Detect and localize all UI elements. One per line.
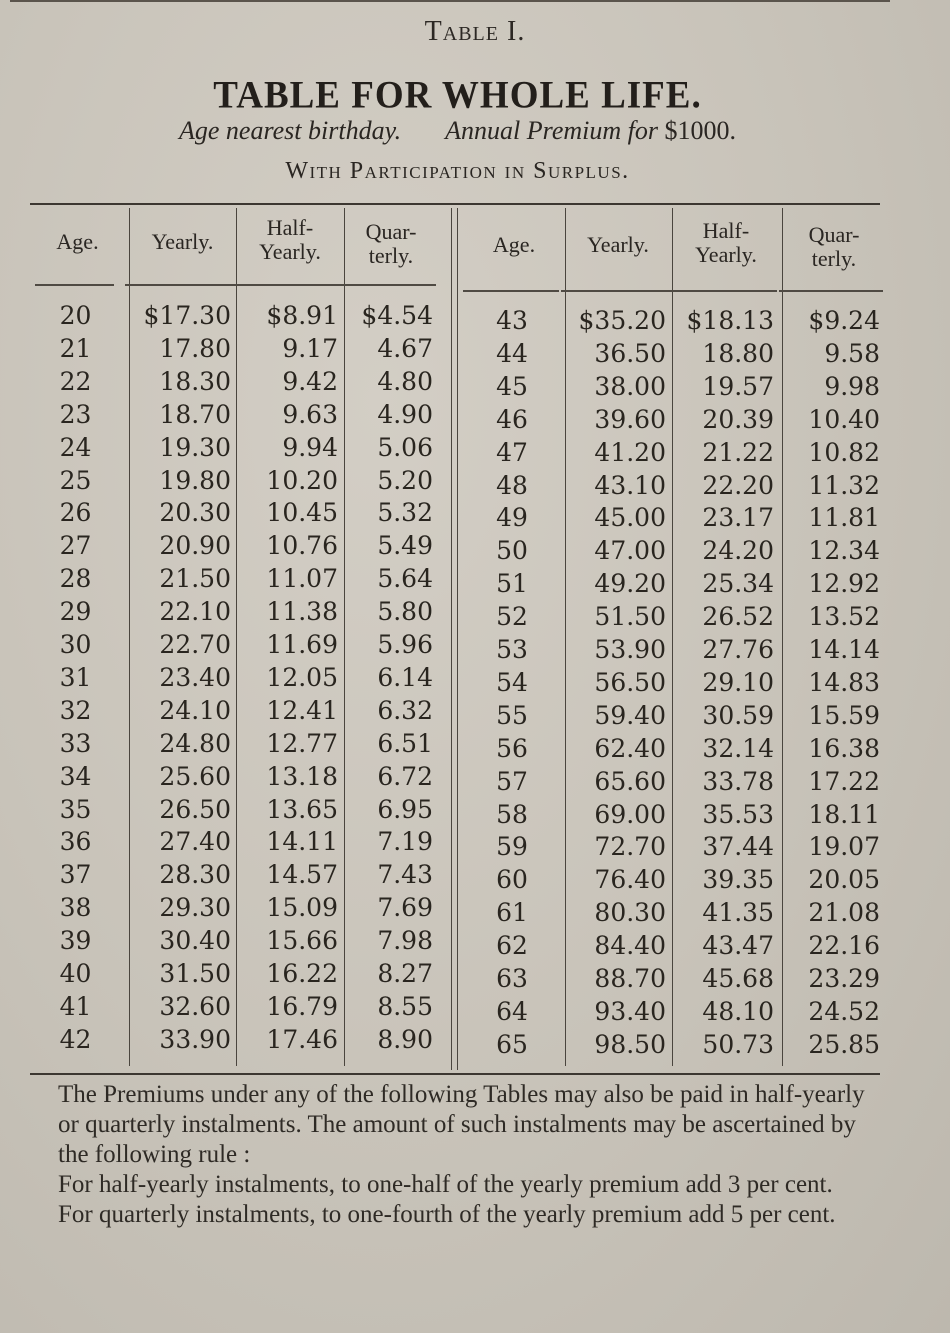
cell-age: 46 <box>496 404 528 434</box>
cell-yearly: 47.00 <box>594 536 666 566</box>
cell-quarterly: 5.64 <box>377 564 433 594</box>
cell-half-yearly: 9.94 <box>282 432 338 462</box>
cell-yearly: 18.30 <box>159 366 231 396</box>
subtitle-amount: $1000. <box>664 116 736 145</box>
cell-half-yearly: 43.47 <box>702 931 774 961</box>
cell-age: 26 <box>59 498 92 528</box>
cell-half-yearly: 11.38 <box>266 597 338 627</box>
cell-yearly: 53.90 <box>594 635 666 664</box>
cell-age: 44 <box>496 338 528 368</box>
header-quarterly-text: Quar- <box>808 222 860 247</box>
cell-quarterly: 5.49 <box>377 531 433 561</box>
cell-age: 53 <box>496 635 528 664</box>
cell-age: 48 <box>496 470 528 500</box>
cell-yearly: 23.40 <box>159 662 231 692</box>
cell-quarterly: 7.98 <box>377 926 433 956</box>
cell-yearly: 80.30 <box>594 898 666 928</box>
cell-age: 21 <box>59 333 92 363</box>
cell-age: 49 <box>496 503 528 533</box>
header-half-yearly-text: Yearly. <box>259 239 321 264</box>
cell-age: 52 <box>496 602 528 632</box>
cell-age: 59 <box>496 832 528 862</box>
cell-yearly: 62.40 <box>594 733 666 763</box>
cell-age: 41 <box>59 991 92 1021</box>
cell-quarterly: 5.96 <box>377 630 433 659</box>
cell-age: 40 <box>59 959 92 988</box>
cell-half-yearly: 30.59 <box>702 700 774 730</box>
cell-yearly: 22.70 <box>159 630 231 659</box>
cell-half-yearly: 9.63 <box>282 399 338 429</box>
cell-half-yearly: 15.66 <box>266 926 338 956</box>
participation-heading: With Participation in Surplus. <box>285 158 630 184</box>
cell-quarterly: 21.08 <box>808 898 880 928</box>
cell-half-yearly: 14.11 <box>266 827 338 857</box>
cell-quarterly: 8.90 <box>377 1024 433 1054</box>
table-bottom-rule <box>30 1073 880 1075</box>
cell-quarterly: 18.11 <box>808 799 880 829</box>
cell-age: 24 <box>59 432 92 462</box>
cell-age: 33 <box>59 728 92 758</box>
header-yearly <box>566 233 670 257</box>
header-underline <box>669 290 777 292</box>
cell-yearly: 38.00 <box>594 371 666 401</box>
header-yearly-text: Yearly. <box>151 229 214 254</box>
header-quarterly-text: terly. <box>368 243 414 268</box>
cell-half-yearly: 33.78 <box>702 766 774 796</box>
cell-half-yearly: 10.76 <box>266 531 338 561</box>
header-age-text: Age. <box>56 229 99 254</box>
cell-yearly: 93.40 <box>594 996 666 1026</box>
cell-yearly: 98.50 <box>594 1029 666 1059</box>
cell-yearly: 59.40 <box>594 700 666 730</box>
cell-half-yearly: 29.10 <box>702 667 774 697</box>
header-underline <box>125 284 234 286</box>
cell-yearly: 21.50 <box>159 564 231 594</box>
cell-yearly: 65.60 <box>594 766 666 796</box>
cell-half-yearly: 39.35 <box>702 865 774 895</box>
header-quarterly <box>784 223 884 271</box>
header-quarterly-text: Quar- <box>365 219 417 244</box>
cell-age: 50 <box>496 536 528 566</box>
cell-age: 63 <box>496 964 528 993</box>
cell-half-yearly: 45.68 <box>702 964 774 993</box>
cell-quarterly: 4.80 <box>377 366 433 396</box>
cell-quarterly: $9.24 <box>808 306 880 335</box>
cell-quarterly: 14.14 <box>808 635 880 664</box>
cell-age: 60 <box>496 865 528 895</box>
cell-quarterly: 16.38 <box>808 733 880 763</box>
column-divider-line <box>236 208 237 1066</box>
cell-age: 22 <box>59 366 92 396</box>
cell-yearly: 19.80 <box>159 465 231 495</box>
cell-quarterly: 19.07 <box>808 832 880 862</box>
header-underline <box>779 290 883 292</box>
cell-quarterly: $4.54 <box>361 301 433 330</box>
cell-age: 35 <box>59 794 92 824</box>
cell-yearly: $17.30 <box>143 301 231 330</box>
cell-half-yearly: 48.10 <box>702 996 774 1026</box>
cell-yearly: 45.00 <box>594 503 666 533</box>
cell-yearly: 39.60 <box>594 404 666 434</box>
header-age-text: Age. <box>492 232 536 257</box>
top-rule <box>10 0 890 2</box>
cell-quarterly: 7.43 <box>377 860 433 890</box>
cell-quarterly: 7.19 <box>377 827 433 857</box>
cell-age: 54 <box>496 667 528 697</box>
cell-age: 38 <box>59 893 92 923</box>
cell-yearly: 56.50 <box>594 667 666 697</box>
cell-yearly: 76.40 <box>594 865 666 895</box>
cell-half-yearly: 37.44 <box>702 832 774 862</box>
cell-age: 28 <box>59 564 92 594</box>
cell-half-yearly: 19.57 <box>702 371 774 401</box>
cell-age: 37 <box>59 860 92 890</box>
header-yearly-text: Yearly. <box>587 232 649 257</box>
cell-yearly: 30.40 <box>159 926 231 956</box>
cell-age: 30 <box>59 630 92 659</box>
cell-half-yearly: 50.73 <box>702 1029 774 1059</box>
cell-yearly: 20.30 <box>159 498 231 528</box>
cell-half-yearly: 15.09 <box>266 893 338 923</box>
header-underline <box>35 284 114 286</box>
cell-age: 27 <box>59 531 92 561</box>
cell-half-yearly: 20.39 <box>702 404 774 434</box>
cell-quarterly: 6.14 <box>377 662 433 692</box>
cell-quarterly: 4.67 <box>377 333 433 363</box>
column-divider-line <box>672 208 673 1066</box>
cell-quarterly: 5.32 <box>377 498 433 528</box>
cell-quarterly: 9.58 <box>824 338 880 368</box>
cell-age: 64 <box>496 996 528 1026</box>
header-half-yearly-text: Half- <box>266 215 314 240</box>
cell-half-yearly: 17.46 <box>266 1024 338 1054</box>
cell-quarterly: 23.29 <box>808 964 880 993</box>
cell-quarterly: 6.72 <box>377 761 433 791</box>
cell-yearly: 72.70 <box>594 832 666 862</box>
cell-half-yearly: 21.22 <box>702 437 774 467</box>
header-underline <box>561 290 669 292</box>
column-divider-line <box>782 208 783 1066</box>
cell-half-yearly: 10.20 <box>266 465 338 495</box>
cell-quarterly: 22.16 <box>808 931 880 961</box>
cell-half-yearly: $18.13 <box>686 306 774 335</box>
cell-yearly: 19.30 <box>159 432 231 462</box>
cell-quarterly: 14.83 <box>808 667 880 697</box>
header-underline <box>340 284 436 286</box>
cell-half-yearly: 13.18 <box>266 761 338 791</box>
cell-quarterly: 6.51 <box>377 728 433 758</box>
cell-age: 23 <box>59 399 92 429</box>
cell-age: 29 <box>59 597 92 627</box>
cell-age: 45 <box>496 371 528 401</box>
cell-quarterly: 7.69 <box>377 893 433 923</box>
cell-quarterly: 10.82 <box>808 437 880 467</box>
cell-yearly: 17.80 <box>159 333 231 363</box>
table-top-rule <box>30 203 880 205</box>
cell-quarterly: 10.40 <box>808 404 880 434</box>
cell-age: 32 <box>59 695 92 725</box>
footnote-paragraph-1: The Premiums under any of the following Tables may also be paid in half-yearly or quarterly instalments. The amount of such instalments may be ascertained by the following rule : <box>58 1081 865 1168</box>
header-age <box>40 230 115 254</box>
cell-quarterly: 11.81 <box>808 503 880 533</box>
cell-half-yearly: 18.80 <box>702 338 774 368</box>
cell-half-yearly: 9.42 <box>282 366 338 396</box>
cell-quarterly: 8.27 <box>377 959 433 988</box>
cell-yearly: 43.10 <box>594 470 666 500</box>
cell-quarterly: 5.20 <box>377 465 433 495</box>
cell-yearly: 24.80 <box>159 728 231 758</box>
cell-yearly: 41.20 <box>594 437 666 467</box>
cell-age: 55 <box>496 700 528 730</box>
subtitle-premium-note: Annual Premium for <box>445 116 658 145</box>
header-yearly <box>130 230 235 254</box>
cell-yearly: 20.90 <box>159 531 231 561</box>
cell-half-yearly: $8.91 <box>266 301 338 330</box>
cell-age: 20 <box>59 301 92 330</box>
header-underline <box>463 290 559 292</box>
header-half-yearly <box>674 219 778 267</box>
cell-yearly: 25.60 <box>159 761 231 791</box>
cell-quarterly: 17.22 <box>808 766 880 796</box>
cell-yearly: 31.50 <box>159 959 231 988</box>
cell-quarterly: 11.32 <box>808 470 880 500</box>
cell-age: 42 <box>59 1024 92 1054</box>
cell-age: 62 <box>496 931 528 961</box>
cell-yearly: 51.50 <box>594 602 666 632</box>
cell-yearly: 88.70 <box>594 964 666 993</box>
cell-quarterly: 24.52 <box>808 996 880 1026</box>
cell-quarterly: 12.92 <box>808 569 880 599</box>
cell-half-yearly: 26.52 <box>702 602 774 632</box>
header-half-yearly-text: Yearly. <box>695 242 757 267</box>
cell-age: 58 <box>496 799 528 829</box>
footnote-paragraph-3: For quarterly instalments, to one-fourth of the yearly premium add 5 per cent. <box>58 1201 836 1228</box>
cell-half-yearly: 35.53 <box>702 799 774 829</box>
cell-yearly: 32.60 <box>159 991 231 1021</box>
cell-age: 65 <box>496 1029 528 1059</box>
cell-age: 51 <box>496 569 528 599</box>
header-half-yearly-text: Half- <box>702 218 750 243</box>
cell-age: 43 <box>496 306 528 335</box>
cell-half-yearly: 25.34 <box>702 569 774 599</box>
cell-age: 31 <box>59 662 92 692</box>
cell-yearly: 18.70 <box>159 399 231 429</box>
cell-yearly: 36.50 <box>594 338 666 368</box>
cell-half-yearly: 12.77 <box>266 728 338 758</box>
cell-yearly: 26.50 <box>159 794 231 824</box>
cell-quarterly: 6.32 <box>377 695 433 725</box>
cell-half-yearly: 16.22 <box>266 959 338 988</box>
cell-half-yearly: 16.79 <box>266 991 338 1021</box>
cell-half-yearly: 14.57 <box>266 860 338 890</box>
cell-age: 39 <box>59 926 92 956</box>
subtitle-age-note: Age nearest birthday. <box>179 116 402 145</box>
cell-yearly: 22.10 <box>159 597 231 627</box>
cell-yearly: 49.20 <box>594 569 666 599</box>
header-underline <box>233 284 341 286</box>
cell-age: 25 <box>59 465 92 495</box>
footnote-paragraph-2: For half-yearly instalments, to one-half of the yearly premium add 3 per cent. <box>58 1171 833 1198</box>
page-title: TABLE FOR WHOLE LIFE. <box>213 73 702 118</box>
cell-half-yearly: 12.41 <box>266 695 338 725</box>
subtitle <box>0 116 915 146</box>
header-half-yearly <box>238 216 342 264</box>
cell-yearly: 33.90 <box>159 1024 231 1054</box>
cell-quarterly: 6.95 <box>377 794 433 824</box>
cell-quarterly: 5.80 <box>377 597 433 627</box>
cell-quarterly: 9.98 <box>824 371 880 401</box>
center-divider-line <box>457 208 458 1070</box>
cell-half-yearly: 27.76 <box>702 635 774 664</box>
cell-yearly: 69.00 <box>594 799 666 829</box>
header-quarterly-text: terly. <box>811 246 857 271</box>
cell-yearly: 27.40 <box>159 827 231 857</box>
cell-half-yearly: 10.45 <box>266 498 338 528</box>
cell-yearly: 84.40 <box>594 931 666 961</box>
cell-yearly: 29.30 <box>159 893 231 923</box>
table-number: Table I. <box>424 16 526 47</box>
cell-half-yearly: 12.05 <box>266 662 338 692</box>
cell-half-yearly: 11.69 <box>266 630 338 659</box>
cell-age: 36 <box>59 827 92 857</box>
cell-half-yearly: 41.35 <box>702 898 774 928</box>
cell-half-yearly: 24.20 <box>702 536 774 566</box>
cell-yearly: 24.10 <box>159 695 231 725</box>
cell-quarterly: 12.34 <box>808 536 880 566</box>
cell-quarterly: 4.90 <box>377 399 433 429</box>
center-divider-line <box>451 208 452 1070</box>
cell-half-yearly: 22.20 <box>702 470 774 500</box>
cell-yearly: 28.30 <box>159 860 231 890</box>
cell-yearly: $35.20 <box>578 306 666 335</box>
cell-quarterly: 13.52 <box>808 602 880 632</box>
cell-age: 61 <box>496 898 528 928</box>
cell-half-yearly: 11.07 <box>266 564 338 594</box>
header-age <box>468 233 560 257</box>
header-quarterly <box>345 220 437 268</box>
cell-quarterly: 5.06 <box>377 432 433 462</box>
cell-quarterly: 15.59 <box>808 700 880 730</box>
cell-quarterly: 20.05 <box>808 865 880 895</box>
cell-quarterly: 25.85 <box>808 1029 880 1059</box>
cell-age: 57 <box>496 766 528 796</box>
cell-half-yearly: 9.17 <box>282 333 338 363</box>
cell-age: 47 <box>496 437 528 467</box>
footnote <box>58 1080 888 1230</box>
cell-quarterly: 8.55 <box>377 991 433 1021</box>
cell-age: 56 <box>496 733 528 763</box>
cell-half-yearly: 23.17 <box>702 503 774 533</box>
cell-half-yearly: 32.14 <box>702 733 774 763</box>
cell-age: 34 <box>59 761 92 791</box>
cell-half-yearly: 13.65 <box>266 794 338 824</box>
